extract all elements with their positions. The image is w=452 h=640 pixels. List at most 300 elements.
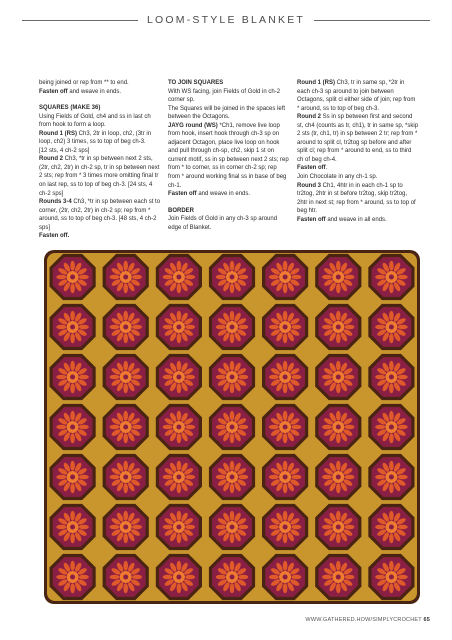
flower-petal xyxy=(389,511,394,521)
instruction-text: and weave in ends. xyxy=(196,191,251,198)
flower-core xyxy=(123,575,128,580)
flower-petal xyxy=(123,533,128,543)
flower-petal xyxy=(336,283,341,293)
flower-petal xyxy=(269,475,279,480)
flower-petal xyxy=(389,383,394,393)
instruction-text: Ch3, 2tr in loop, ch2, (3tr in loop, ch2) 3 times, ss to top of beg ch-3. xyxy=(39,130,152,146)
instruction-label: Fasten off xyxy=(297,216,326,223)
flower-petal xyxy=(163,475,173,480)
flower-petal xyxy=(375,275,385,280)
flower-petal xyxy=(336,411,341,421)
flower-petal xyxy=(269,575,279,580)
flower-petal xyxy=(283,433,288,443)
flower-petal xyxy=(291,325,301,330)
flower-petal xyxy=(185,375,195,380)
flower-petal xyxy=(238,475,248,480)
flower-petal xyxy=(110,425,120,430)
flower-petal xyxy=(70,283,75,293)
body-paragraph: being joined or rep from ** to end. xyxy=(39,80,129,86)
flower-petal xyxy=(230,583,235,593)
flower-petal xyxy=(123,361,128,371)
flower-petal xyxy=(345,575,355,580)
flower-core xyxy=(283,575,288,580)
flower-petal xyxy=(336,383,341,393)
flower-petal xyxy=(123,411,128,421)
section-heading: SQUARES (MAKE 36) xyxy=(39,105,101,112)
flower-petal xyxy=(56,475,66,480)
flower-core xyxy=(70,475,75,480)
flower-petal xyxy=(70,361,75,371)
instruction-paragraph xyxy=(39,130,161,147)
instruction-text: Ch1, 4htr in in each ch-1 sp to tr2tog, 2htr in st before tr2tog, skip tr2tog, 2htr in next st; rep from * around, ss to top of beg htr. xyxy=(297,182,416,215)
flower-petal xyxy=(177,461,182,471)
page-header xyxy=(0,14,452,26)
flower-petal xyxy=(291,425,301,430)
flower-petal xyxy=(177,361,182,371)
flower-petal xyxy=(230,433,235,443)
flower-petal xyxy=(283,583,288,593)
flower-petal xyxy=(70,511,75,521)
flower-petal xyxy=(56,375,66,380)
body-paragraph: With WS facing, join Fields of Gold in ch-2 corner sp. xyxy=(168,88,281,104)
flower-petal xyxy=(110,375,120,380)
flower-petal xyxy=(123,333,128,343)
flower-petal xyxy=(283,483,288,493)
header-rule-right xyxy=(314,20,430,21)
flower-petal xyxy=(389,583,394,593)
page-title: LOOM-STYLE BLANKET xyxy=(146,14,306,26)
flower-petal xyxy=(345,525,355,530)
body-paragraph: The Squares will be joined in the spaces left between the Octagons. xyxy=(168,105,286,121)
flower-petal xyxy=(230,383,235,393)
flower-petal xyxy=(185,325,195,330)
flower-petal xyxy=(110,475,120,480)
flower-petal xyxy=(322,425,332,430)
flower-petal xyxy=(238,375,248,380)
instruction-paragraph xyxy=(297,182,419,216)
flower-core xyxy=(123,325,128,330)
flower-petal xyxy=(389,461,394,471)
flower-petal xyxy=(123,433,128,443)
flower-core xyxy=(176,525,181,530)
flower-petal xyxy=(283,283,288,293)
instruction-text: Ch3, *tr in sp between each st to corner, (2tr, ch2, 2tr) in ch-2 sp; rep from * around, ss to top of beg ch-3. [48 sts, 4 ch-2 sps] xyxy=(39,199,161,231)
flower-petal xyxy=(336,261,341,271)
footer-url: WWW.GATHERED.HOW/SIMPLYCROCHET xyxy=(305,617,422,623)
flower-petal xyxy=(163,575,173,580)
flower-petal xyxy=(283,383,288,393)
instruction-paragraph xyxy=(297,79,419,113)
body-paragraph: Join Chocolate in any ch-1 sp. xyxy=(297,174,378,181)
body-paragraph: Using Fields of Gold, ch4 and ss in last ch from hook to form a loop. xyxy=(39,113,151,129)
flower-petal xyxy=(336,511,341,521)
paragraph-gap xyxy=(39,96,161,104)
flower-petal xyxy=(216,275,226,280)
flower-petal xyxy=(177,283,182,293)
flower-petal xyxy=(56,575,66,580)
flower-petal xyxy=(238,275,248,280)
flower-petal xyxy=(375,375,385,380)
flower-petal xyxy=(79,525,89,530)
blanket-photo xyxy=(42,248,422,606)
flower-petal xyxy=(79,375,89,380)
flower-petal xyxy=(56,525,66,530)
flower-petal xyxy=(375,475,385,480)
instruction-label: JAYG round (WS) xyxy=(168,122,218,129)
body-paragraph: Join Fields of Gold in any ch-3 sp around edge of Blanket. xyxy=(168,216,278,231)
flower-petal xyxy=(283,533,288,543)
flower-core xyxy=(70,275,75,280)
flower-petal xyxy=(123,583,128,593)
instruction-label: Round 1 (RS) xyxy=(297,80,335,86)
flower-petal xyxy=(70,261,75,271)
flower-petal xyxy=(70,533,75,543)
flower-petal xyxy=(177,533,182,543)
instruction-label: Round 2 xyxy=(39,156,63,163)
flower-petal xyxy=(389,483,394,493)
flower-petal xyxy=(230,333,235,343)
flower-core xyxy=(283,375,288,380)
flower-core xyxy=(389,325,394,330)
flower-petal xyxy=(389,311,394,321)
flower-petal xyxy=(269,425,279,430)
flower-core xyxy=(176,325,181,330)
instruction-paragraph xyxy=(39,155,161,198)
flower-petal xyxy=(79,425,89,430)
text-column-1 xyxy=(39,79,161,241)
flower-petal xyxy=(283,561,288,571)
instruction-text: and weave in all ends. xyxy=(325,216,387,223)
flower-petal xyxy=(336,583,341,593)
flower-core xyxy=(389,525,394,530)
flower-petal xyxy=(322,325,332,330)
flower-petal xyxy=(375,425,385,430)
flower-core xyxy=(176,575,181,580)
flower-petal xyxy=(336,311,341,321)
instruction-paragraph xyxy=(297,216,419,225)
flower-petal xyxy=(398,575,408,580)
flower-petal xyxy=(291,275,301,280)
flower-petal xyxy=(283,511,288,521)
flower-petal xyxy=(163,525,173,530)
flower-petal xyxy=(336,561,341,571)
flower-petal xyxy=(216,525,226,530)
flower-petal xyxy=(123,311,128,321)
flower-petal xyxy=(336,333,341,343)
flower-core xyxy=(230,475,235,480)
flower-petal xyxy=(336,461,341,471)
flower-core xyxy=(123,275,128,280)
flower-petal xyxy=(110,575,120,580)
flower-petal xyxy=(291,475,301,480)
flower-core xyxy=(283,275,288,280)
flower-core xyxy=(176,425,181,430)
flower-petal xyxy=(291,525,301,530)
instruction-label: Fasten off xyxy=(39,88,68,95)
flower-petal xyxy=(79,325,89,330)
flower-petal xyxy=(132,275,142,280)
flower-petal xyxy=(70,311,75,321)
flower-petal xyxy=(238,525,248,530)
flower-petal xyxy=(177,333,182,343)
instruction-paragraph xyxy=(39,232,161,241)
flower-petal xyxy=(230,483,235,493)
flower-petal xyxy=(345,425,355,430)
flower-petal xyxy=(269,325,279,330)
flower-petal xyxy=(398,525,408,530)
flower-petal xyxy=(322,575,332,580)
flower-core xyxy=(336,425,341,430)
flower-petal xyxy=(132,425,142,430)
flower-petal xyxy=(70,583,75,593)
flower-petal xyxy=(56,325,66,330)
instruction-paragraph xyxy=(297,113,419,164)
flower-core xyxy=(230,425,235,430)
flower-petal xyxy=(132,375,142,380)
flower-petal xyxy=(216,475,226,480)
flower-petal xyxy=(389,361,394,371)
flower-core xyxy=(176,375,181,380)
flower-petal xyxy=(283,361,288,371)
flower-petal xyxy=(322,525,332,530)
flower-core xyxy=(70,575,75,580)
paragraph-gap xyxy=(168,199,290,207)
flower-petal xyxy=(269,375,279,380)
flower-core xyxy=(230,275,235,280)
flower-petal xyxy=(238,325,248,330)
flower-petal xyxy=(283,411,288,421)
flower-petal xyxy=(163,425,173,430)
flower-core xyxy=(176,275,181,280)
flower-petal xyxy=(70,483,75,493)
flower-petal xyxy=(398,325,408,330)
flower-petal xyxy=(177,261,182,271)
flower-core xyxy=(70,325,75,330)
flower-petal xyxy=(163,325,173,330)
flower-petal xyxy=(375,525,385,530)
instruction-text: Ss in sp between first and second st, ch4 (counts as tr, ch1), tr in same sp, *skip 2 sts (tr, ch1, tr) in sp between 2 tr; rep from * around to split cl, tr2tog sp before and after split cl; rep from * around to end, ss to third ch of beg ch-4. xyxy=(297,114,419,163)
flower-core xyxy=(283,325,288,330)
flower-petal xyxy=(123,511,128,521)
flower-petal xyxy=(398,275,408,280)
flower-petal xyxy=(123,283,128,293)
flower-petal xyxy=(238,425,248,430)
flower-core xyxy=(123,375,128,380)
flower-core xyxy=(70,375,75,380)
blanket-illustration xyxy=(42,248,422,606)
flower-petal xyxy=(230,311,235,321)
instruction-text: Ch3, tr in same sp, *2tr in each ch-3 sp around to join between Octagons, split cl either side of join; rep from * around, ss to top of beg ch-3. xyxy=(297,80,416,112)
flower-petal xyxy=(177,411,182,421)
flower-petal xyxy=(389,561,394,571)
flower-petal xyxy=(398,375,408,380)
flower-petal xyxy=(238,575,248,580)
flower-core xyxy=(336,525,341,530)
flower-petal xyxy=(123,483,128,493)
pattern-text xyxy=(39,79,419,241)
flower-core xyxy=(389,425,394,430)
flower-petal xyxy=(216,575,226,580)
flower-petal xyxy=(345,275,355,280)
flower-petal xyxy=(177,561,182,571)
flower-petal xyxy=(269,275,279,280)
body-paragraph: [12 sts, 4 ch-2 sps] xyxy=(39,147,90,154)
flower-petal xyxy=(336,533,341,543)
flower-petal xyxy=(283,261,288,271)
flower-core xyxy=(283,475,288,480)
flower-petal xyxy=(389,283,394,293)
instruction-text: . xyxy=(325,165,328,172)
flower-core xyxy=(123,475,128,480)
flower-petal xyxy=(389,433,394,443)
page-number: 65 xyxy=(423,617,430,623)
flower-petal xyxy=(389,261,394,271)
flower-petal xyxy=(185,525,195,530)
instruction-text: *Ch1, remove live loop from hook, insert hook through ch-3 sp on adjacent Octagon, place live loop on hook and pull through ch-sp, ch2, skip 1 st on current motif, ss in sp between next 2 sts; rep from * to corner, ss in corner ch-2 sp; rep from * around working final ss in base of beg ch-1. xyxy=(168,122,289,189)
flower-petal xyxy=(345,325,355,330)
flower-core xyxy=(283,425,288,430)
instruction-paragraph xyxy=(168,122,290,190)
instruction-label: Round 1 (RS) xyxy=(39,130,77,137)
flower-petal xyxy=(132,475,142,480)
flower-petal xyxy=(110,275,120,280)
flower-core xyxy=(70,425,75,430)
instruction-paragraph xyxy=(297,164,419,173)
flower-petal xyxy=(216,425,226,430)
flower-petal xyxy=(336,433,341,443)
flower-core xyxy=(389,275,394,280)
instruction-text: and weave in ends. xyxy=(67,88,122,95)
flower-petal xyxy=(230,261,235,271)
flower-petal xyxy=(345,375,355,380)
flower-petal xyxy=(70,383,75,393)
instruction-paragraph xyxy=(168,190,290,199)
flower-petal xyxy=(110,325,120,330)
instruction-text: Ch3, *tr in sp between next 2 sts, (2tr, ch2, 2tr) in ch-2 sp, tr in sp between next 2 sts; rep from * 3 times more omitting final tr on last rep, ss to top of beg ch-3. [24 sts, 4 ch-2 sps] xyxy=(39,156,160,197)
flower-petal xyxy=(185,425,195,430)
flower-petal xyxy=(389,533,394,543)
flower-petal xyxy=(79,575,89,580)
flower-petal xyxy=(389,411,394,421)
flower-petal xyxy=(336,361,341,371)
flower-petal xyxy=(70,411,75,421)
flower-petal xyxy=(177,433,182,443)
flower-core xyxy=(336,275,341,280)
flower-petal xyxy=(70,433,75,443)
flower-core xyxy=(389,475,394,480)
flower-petal xyxy=(291,375,301,380)
flower-core xyxy=(123,425,128,430)
flower-petal xyxy=(322,375,332,380)
flower-petal xyxy=(163,275,173,280)
flower-petal xyxy=(79,475,89,480)
flower-petal xyxy=(123,261,128,271)
flower-petal xyxy=(230,533,235,543)
flower-petal xyxy=(336,483,341,493)
flower-petal xyxy=(283,461,288,471)
flower-petal xyxy=(177,483,182,493)
flower-core xyxy=(230,325,235,330)
flower-petal xyxy=(123,383,128,393)
flower-petal xyxy=(70,333,75,343)
flower-petal xyxy=(230,511,235,521)
flower-petal xyxy=(230,283,235,293)
section-heading: BORDER xyxy=(168,207,195,214)
flower-petal xyxy=(345,475,355,480)
flower-core xyxy=(389,375,394,380)
flower-petal xyxy=(132,525,142,530)
page-footer xyxy=(305,617,430,623)
flower-petal xyxy=(398,425,408,430)
flower-petal xyxy=(230,461,235,471)
flower-petal xyxy=(70,561,75,571)
flower-core xyxy=(336,575,341,580)
flower-petal xyxy=(177,583,182,593)
instruction-paragraph xyxy=(39,198,161,232)
instruction-label: Fasten off xyxy=(168,191,197,198)
text-column-2 xyxy=(168,79,290,241)
flower-petal xyxy=(230,561,235,571)
instruction-label: Fasten off xyxy=(297,165,326,172)
flower-petal xyxy=(291,575,301,580)
flower-core xyxy=(230,525,235,530)
flower-petal xyxy=(79,275,89,280)
flower-petal xyxy=(177,311,182,321)
flower-core xyxy=(336,375,341,380)
flower-core xyxy=(230,575,235,580)
section-heading: TO JOIN SQUARES xyxy=(168,80,224,86)
flower-petal xyxy=(230,411,235,421)
flower-petal xyxy=(185,475,195,480)
flower-petal xyxy=(230,361,235,371)
flower-petal xyxy=(56,425,66,430)
instruction-label: Round 3 xyxy=(297,182,321,189)
flower-petal xyxy=(123,461,128,471)
instruction-label: Rounds 3-4 xyxy=(39,199,72,206)
flower-petal xyxy=(389,333,394,343)
flower-petal xyxy=(70,461,75,471)
flower-petal xyxy=(56,275,66,280)
flower-petal xyxy=(132,575,142,580)
flower-petal xyxy=(283,333,288,343)
flower-core xyxy=(389,575,394,580)
instruction-label: Round 2 xyxy=(297,114,321,121)
flower-petal xyxy=(322,475,332,480)
flower-core xyxy=(123,525,128,530)
flower-petal xyxy=(398,475,408,480)
text-column-3 xyxy=(297,79,419,241)
flower-petal xyxy=(177,383,182,393)
flower-petal xyxy=(110,525,120,530)
instruction-label: Fasten off. xyxy=(39,233,70,240)
flower-core xyxy=(283,525,288,530)
flower-petal xyxy=(185,275,195,280)
header-rule-left xyxy=(22,20,138,21)
flower-petal xyxy=(185,575,195,580)
flower-petal xyxy=(132,325,142,330)
flower-petal xyxy=(123,561,128,571)
instruction-paragraph xyxy=(39,88,161,97)
flower-petal xyxy=(216,325,226,330)
flower-petal xyxy=(375,575,385,580)
flower-core xyxy=(230,375,235,380)
flower-petal xyxy=(269,525,279,530)
flower-petal xyxy=(322,275,332,280)
flower-petal xyxy=(216,375,226,380)
flower-petal xyxy=(283,311,288,321)
flower-petal xyxy=(163,375,173,380)
flower-core xyxy=(70,525,75,530)
